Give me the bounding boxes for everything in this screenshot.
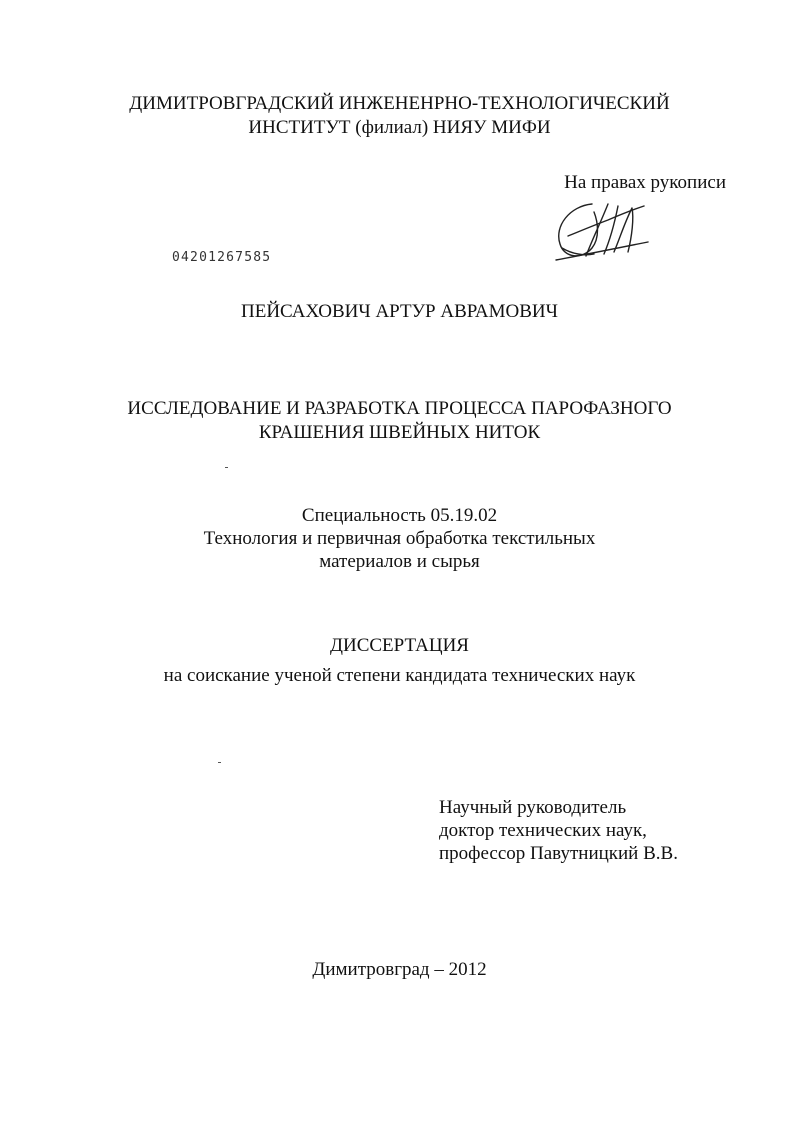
author-name: ПЕЙСАХОВИЧ АРТУР АВРАМОВИЧ (241, 301, 558, 322)
scan-speck (218, 762, 221, 763)
supervisor-line-3: профессор Павутницкий В.В. (439, 843, 678, 864)
signature-icon (548, 196, 656, 272)
place-year: Димитровград – 2012 (312, 959, 487, 980)
institution-line-2: ИНСТИТУТ (филиал) НИЯУ МИФИ (248, 117, 551, 138)
document-type: ДИССЕРТАЦИЯ (330, 635, 469, 656)
supervisor-line-2: доктор технических наук, (439, 820, 647, 841)
specialty-line-2: Технология и первичная обработка текстильных (203, 528, 596, 549)
title-line-2: КРАШЕНИЯ ШВЕЙНЫХ НИТОК (258, 422, 541, 443)
supervisor-line-1: Научный руководитель (439, 797, 627, 818)
institution-line-1: ДИМИТРОВГРАДСКИЙ ИНЖЕНЕНРНО-ТЕХНОЛОГИЧЕСКИЙ (129, 93, 670, 114)
specialty-line-3: материалов и сырья (319, 551, 480, 572)
specialty-line-1: Специальность 05.19.02 (301, 505, 498, 526)
title-line-1: ИССЛЕДОВАНИЕ И РАЗРАБОТКА ПРОЦЕССА ПАРОФАЗНОГО (127, 398, 672, 419)
document-code: 04201267585 (172, 250, 272, 265)
scan-speck (225, 467, 228, 468)
rights-note: На правах рукописи (564, 172, 726, 193)
degree-line: на соискание ученой степени кандидата технических наук (163, 665, 636, 686)
